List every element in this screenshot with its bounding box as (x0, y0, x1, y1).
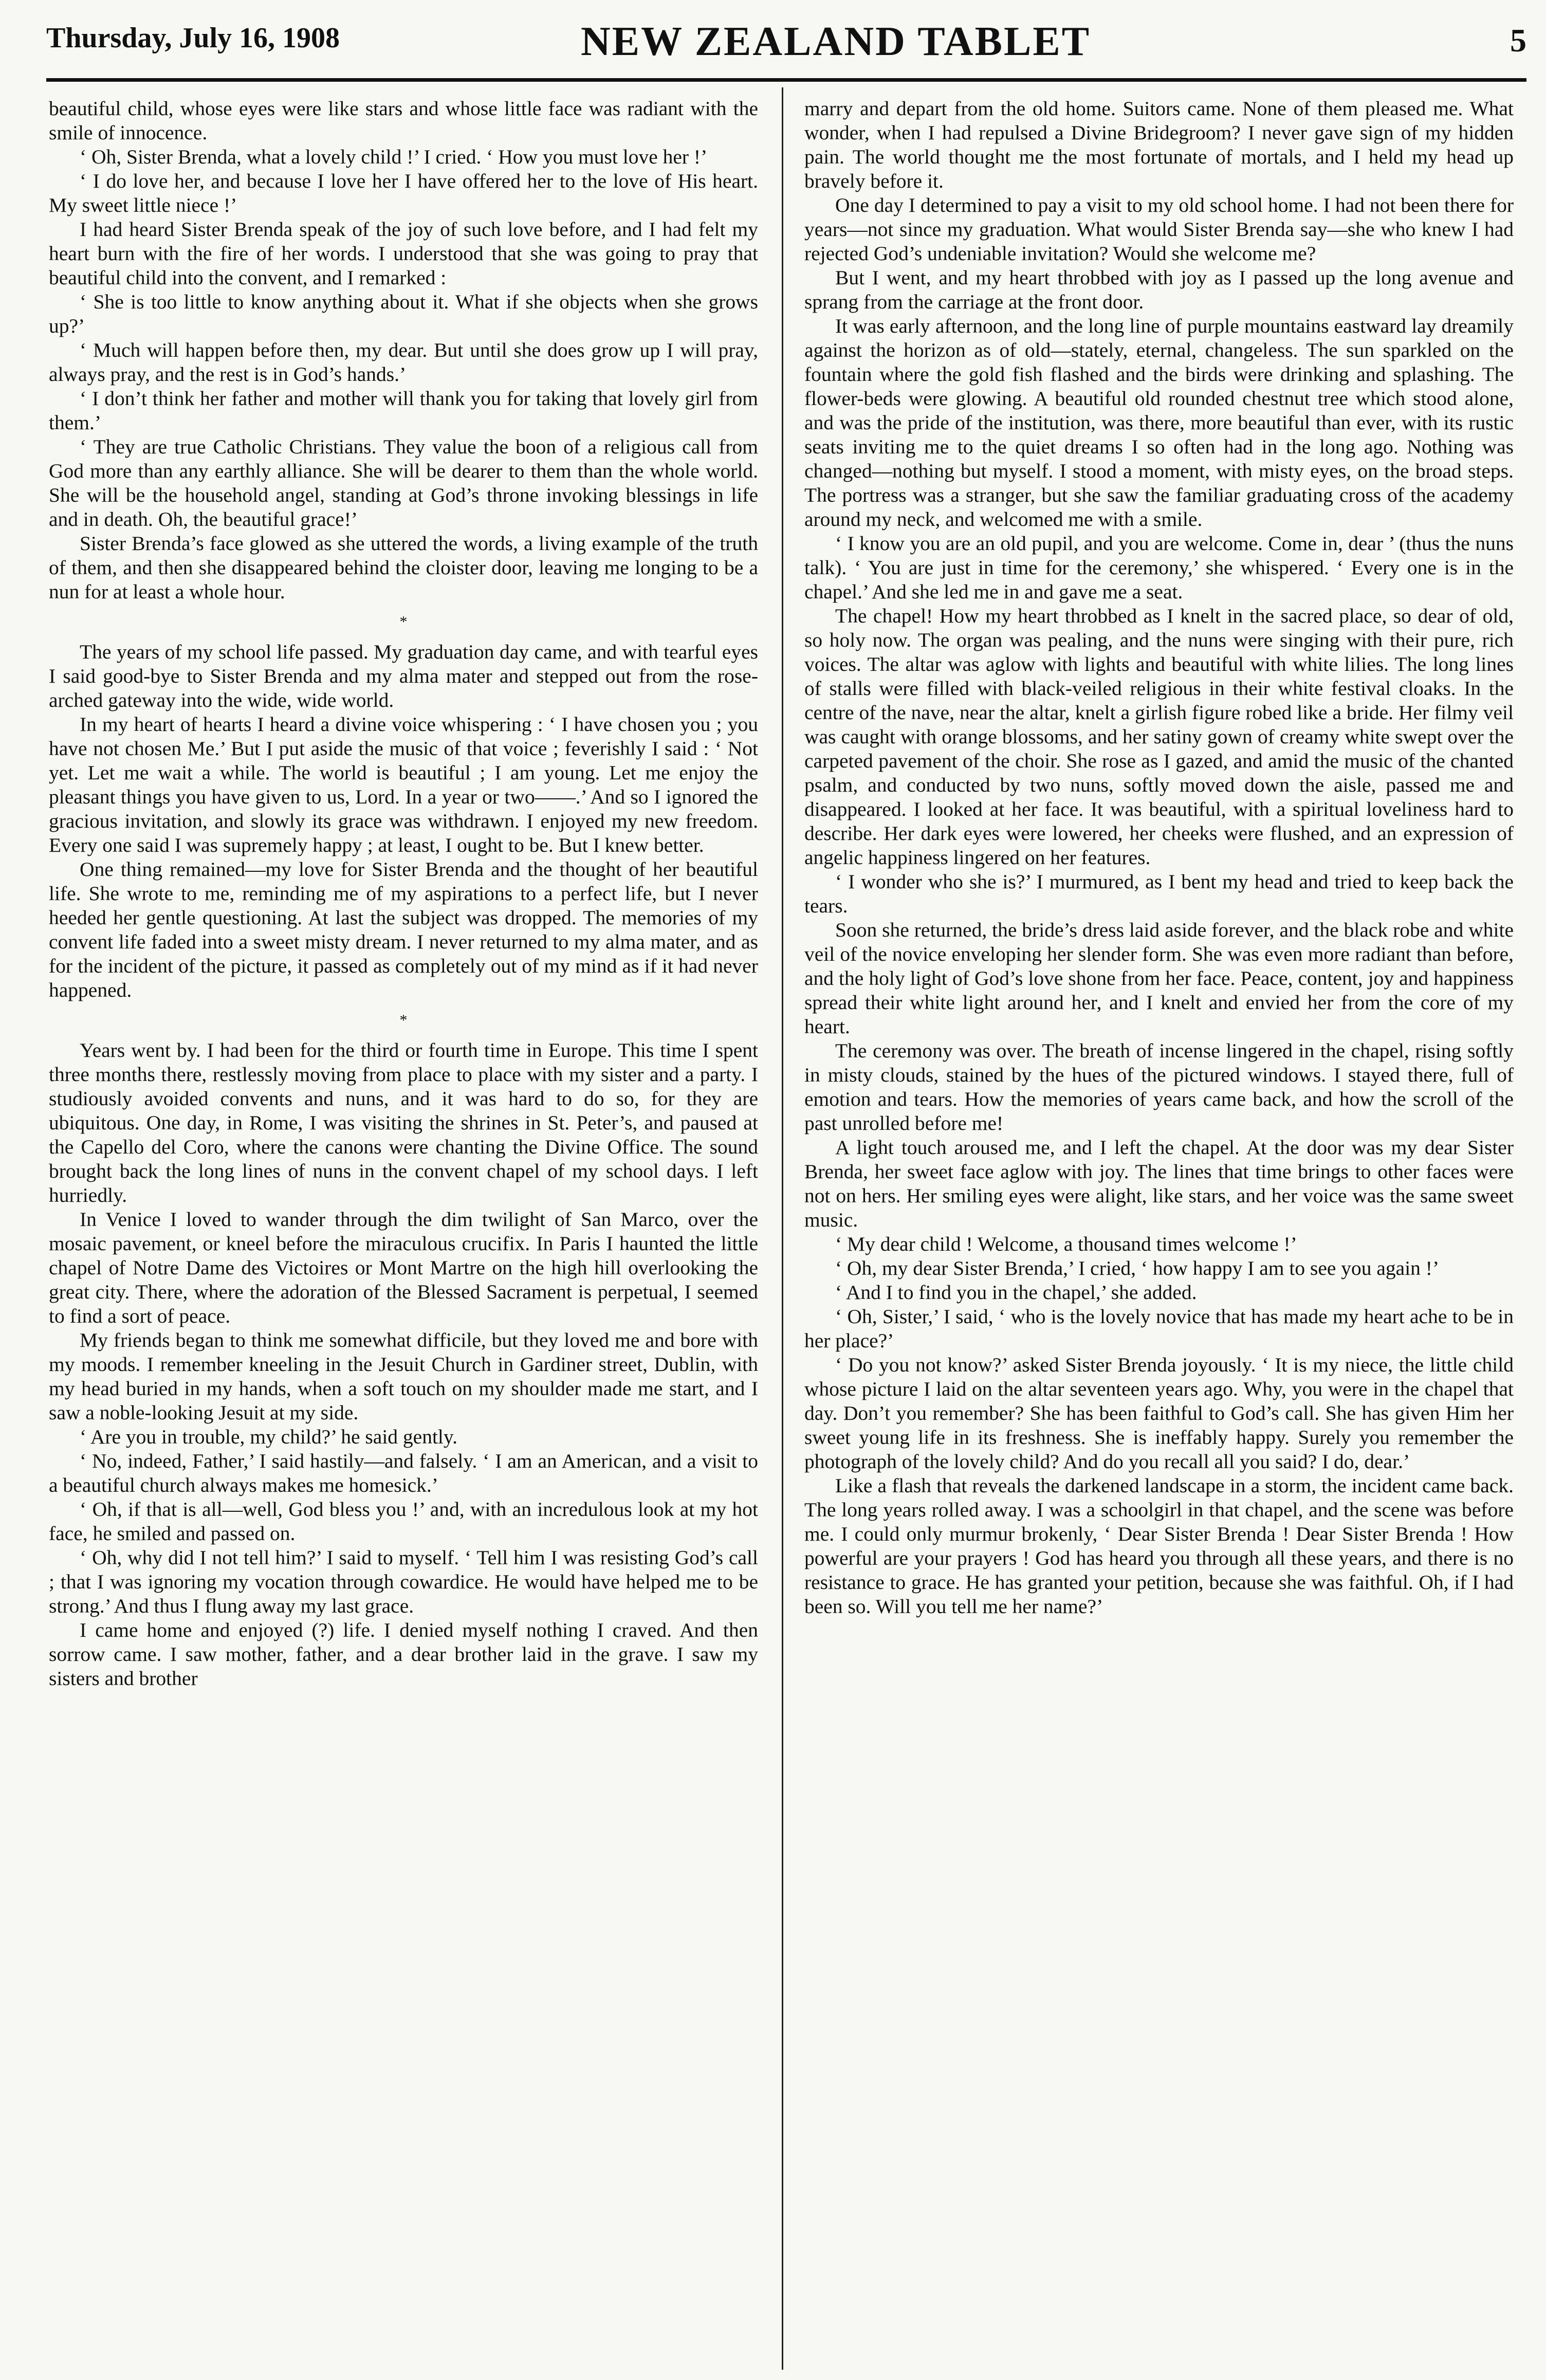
paragraph: ‘ They are true Catholic Christians. They value the boon of a religious call from God more than any earthly alliance. She will be dearer to them than the whole world. She will be the household angel, standing at God’s throne invoking blessings in life and in death. Oh, the beautiful grace!’ (49, 435, 758, 530)
paragraph: The years of my school life passed. My graduation day came, and with tearful eyes I said good-bye to Sister Brenda and my alma mater and stepped out from the rose-arched gateway into the wide, wide world. (49, 640, 758, 711)
paragraph: ‘ Much will happen before then, my dear. But until she does grow up I will pray, always pray, and the rest is in God’s hands.’ (49, 339, 758, 386)
paragraph: marry and depart from the old home. Suitors came. None of them pleased me. What wonder, when I had repulsed a Divine Bridegroom? I never gave sign of my hidden pain. The world thought me the most fortunate of mortals, and I held my head up bravely before it. (804, 97, 1514, 192)
left-column (49, 97, 758, 2369)
paragraph: The chapel! How my heart throbbed as I knelt in the sacred place, so dear of old, so holy now. The organ was pealing, and the nuns were singing with their pure, rich voices. The altar was aglow with lights and beautiful with white lilies. The long lines of stalls were filled with black-veiled religious in their white festival cloaks. In the centre of the nave, near the altar, knelt a girlish figure robed like a bride. Her filmy veil was caught with orange blossoms, and her satiny gown of creamy white swept over the carpeted pavement of the choir. She rose as I gazed, and amid the music of the chanted psalm, and conducted by two nuns, softly moved down the aisle, passed me and disappeared. I looked at her face. It was beautiful, with a spiritual loveliness hard to describe. Her dark eyes were lowered, her cheeks were flushed, and an expression of angelic happiness lingered on her features. (804, 605, 1514, 869)
paragraph: My friends began to think me somewhat difficile, but they loved me and bore with my moods. I remember kneeling in the Jesuit Church in Gardiner street, Dublin, with my head buried in my hands, when a soft touch on my shoulder made me start, and I saw a noble-looking Jesuit at my side. (49, 1329, 758, 1424)
paragraph: ‘ I know you are an old pupil, and you are welcome. Come in, dear ’ (thus the nuns talk). ‘ You are just in time for the ceremony,’ she whispered. ‘ Every one is in the chapel.’ And she led me in and gave me a seat. (804, 532, 1514, 603)
paragraph: ‘ I don’t think her father and mother will thank you for taking that lovely girl from them.’ (49, 387, 758, 434)
paragraph: ‘ I do love her, and because I love her I have offered her to the love of His heart. My sweet little niece !’ (49, 170, 758, 216)
paragraph: Like a flash that reveals the darkened landscape in a storm, the incident came back. The long years rolled away. I was a schoolgirl in that chapel, and the scene was before me. I could only murmur brokenly, ‘ Dear Sister Brenda ! Dear Sister Brenda ! How powerful are your prayers ! God has heard you through all these years, and there is no resistance to grace. He has granted your petition, because she was faithful. Oh, if I had been so. Will you tell me her name?’ (804, 1474, 1514, 1618)
paragraph: beautiful child, whose eyes were like stars and whose little face was radiant with the smile of innocence. (49, 97, 758, 144)
paragraph: ‘ Oh, Sister,’ I said, ‘ who is the lovely novice that has made my heart ache to be in her place?’ (804, 1305, 1514, 1352)
paragraph: The ceremony was over. The breath of incense lingered in the chapel, rising softly in misty clouds, stained by the hues of the pictured windows. I stayed there, full of emotion and tears. How the memories of years came back, and how the scroll of the past unrolled before me! (804, 1039, 1514, 1134)
paragraph: A light touch aroused me, and I left the chapel. At the door was my dear Sister Brenda, her sweet face aglow with joy. The lines that time brings to other faces were not on hers. Her smiling eyes were alight, like stars, and her voice was the same sweet music. (804, 1136, 1514, 1231)
paragraph: Soon she returned, the bride’s dress laid aside forever, and the black robe and white veil of the novice enveloping her slender form. She was even more radiant than before, and the holy light of God’s love shone from her face. Peace, content, joy and happiness spread their white light around her, and I knelt and envied her from the core of my heart. (804, 919, 1514, 1038)
paragraph: ‘ No, indeed, Father,’ I said hastily—and falsely. ‘ I am an American, and a visit to a beautiful church always makes me homesick.’ (49, 1450, 758, 1496)
paragraph: I came home and enjoyed (?) life. I denied myself nothing I craved. And then sorrow came. I saw mother, father, and a dear brother laid in the grave. I saw my sisters and brother (49, 1619, 758, 1690)
paragraph: ‘ My dear child ! Welcome, a thousand times welcome !’ (835, 1233, 1297, 1255)
paragraph: It was early afternoon, and the long line of purple mountains eastward lay dreamily against the horizon as of old—stately, eternal, changeless. The sun sparkled on the fountain where the gold fish flashed and the birds were drinking and splashing. The flower-beds were glowing. A beautiful old rounded chestnut tree which stood alone, and was the pride of the institution, was there, more beautiful than ever, with its rustic seats inviting me to the quiet dreams I so often had in the long ago. Nothing was changed—nothing but myself. I stood a moment, with misty eyes, on the broad steps. The portress was a stranger, but she saw the familiar graduating cross of the academy around my neck, and welcomed me with a smile. (804, 315, 1514, 530)
paragraph: One thing remained—my love for Sister Brenda and the thought of her beautiful life. She wrote to me, reminding me of my aspirations to a perfect life, but I never heeded her gentle questioning. At last the subject was dropped. The memories of my convent life faded into a sweet misty dream. I never returned to my alma mater, and as for the incident of the picture, it passed as completely out of my mind as if it had never happened. (49, 858, 758, 1001)
paragraph: In my heart of hearts I heard a divine voice whispering : ‘ I have chosen you ; you have not chosen Me.’ But I put aside the music of that voice ; feverishly I said : ‘ Not yet. Let me wait a while. The world is beautiful ; I am young. Let me enjoy the pleasant things you have given to us, Lord. In a year or two——.’ And so I ignored the gracious invitation, and slowly its grace was withdrawn. I enjoyed my new freedom. Every one said I was supremely happy ; at least, I ought to be. But I knew better. (49, 713, 758, 856)
section-break-star: * (399, 613, 408, 630)
paragraph: ‘ Oh, Sister Brenda, what a lovely child !’ I cried. ‘ How you must love her !’ (80, 145, 708, 168)
right-column (804, 97, 1514, 2369)
paragraph: I had heard Sister Brenda speak of the joy of such love before, and I had felt my heart burn with the fire of her words. I understood that she was going to pray that beautiful child into the convent, and I remarked : (49, 218, 758, 289)
paragraph: Years went by. I had been for the third or fourth time in Europe. This time I spent three months there, restlessly moving from place to place with my sister and a party. I studiously avoided convents and nuns, and it was hard to do so, for they are ubiquitous. One day, in Rome, I was visiting the shrines in St. Peter’s, and paused at the Capello del Coro, where the canons were chanting the Divine Office. The sound brought back the long lines of nuns in the convent chapel of my school days. I left hurriedly. (49, 1039, 758, 1206)
masthead-rule (46, 78, 1526, 82)
paragraph: One day I determined to pay a visit to my old school home. I had not been there for years—not since my graduation. What would Sister Brenda say—she who knew I had rejected God’s undeniable invitation? Would she welcome me? (804, 194, 1514, 265)
masthead (46, 19, 1526, 78)
paragraph: Sister Brenda’s face glowed as she uttered the words, a living example of the truth of them, and then she disappeared behind the cloister door, leaving me longing to be a nun for at least a whole hour. (49, 532, 758, 603)
issue-date: Thursday, July 16, 1908 (46, 22, 340, 54)
paragraph: But I went, and my heart throbbed with joy as I passed up the long avenue and sprang from the carriage at the front door. (804, 266, 1514, 313)
paragraph: In Venice I loved to wander through the dim twilight of San Marco, over the mosaic pavement, or kneel before the miraculous crucifix. In Paris I haunted the little chapel of Notre Dame des Victoires or Mont Martre on the high hill overlooking the great city. There, where the adoration of the Blessed Sacrament is perpetual, I seemed to find a sort of peace. (49, 1208, 758, 1327)
column-divider (782, 87, 783, 2370)
paragraph: ‘ Oh, if that is all—well, God bless you !’ and, with an incredulous look at my hot face, he smiled and passed on. (49, 1498, 758, 1545)
paragraph: ‘ And I to find you in the chapel,’ she added. (835, 1281, 1197, 1304)
paragraph: ‘ Oh, why did I not tell him?’ I said to myself. ‘ Tell him I was resisting God’s call ; that I was ignoring my vocation through cowardice. He would have helped me to be strong.’ And thus I flung away my last grace. (49, 1546, 758, 1617)
paragraph: ‘ Oh, my dear Sister Brenda,’ I cried, ‘ how happy I am to see you again !’ (835, 1257, 1440, 1279)
section-break-star: * (399, 1012, 408, 1029)
page-number: 5 (1510, 22, 1526, 59)
paragraph: ‘ Are you in trouble, my child?’ he said gently. (80, 1425, 457, 1448)
paragraph: ‘ I wonder who she is?’ I murmured, as I bent my head and tried to keep back the tears. (804, 870, 1514, 917)
paragraph: ‘ Do you not know?’ asked Sister Brenda joyously. ‘ It is my niece, the little child whose picture I laid on the altar seventeen years ago. Why, you were in the chapel that day. Don’t you remember? She has been faithful to God’s call. She has given Him her sweet young life in its freshness. She is ineffably happy. Surely you remember the photograph of the lovely child? And do you recall all you said? I do, dear.’ (804, 1353, 1514, 1473)
paragraph: ‘ She is too little to know anything about it. What if she objects when she grows up?’ (49, 290, 758, 337)
newspaper-title: NEW ZEALAND TABLET (581, 19, 1091, 64)
